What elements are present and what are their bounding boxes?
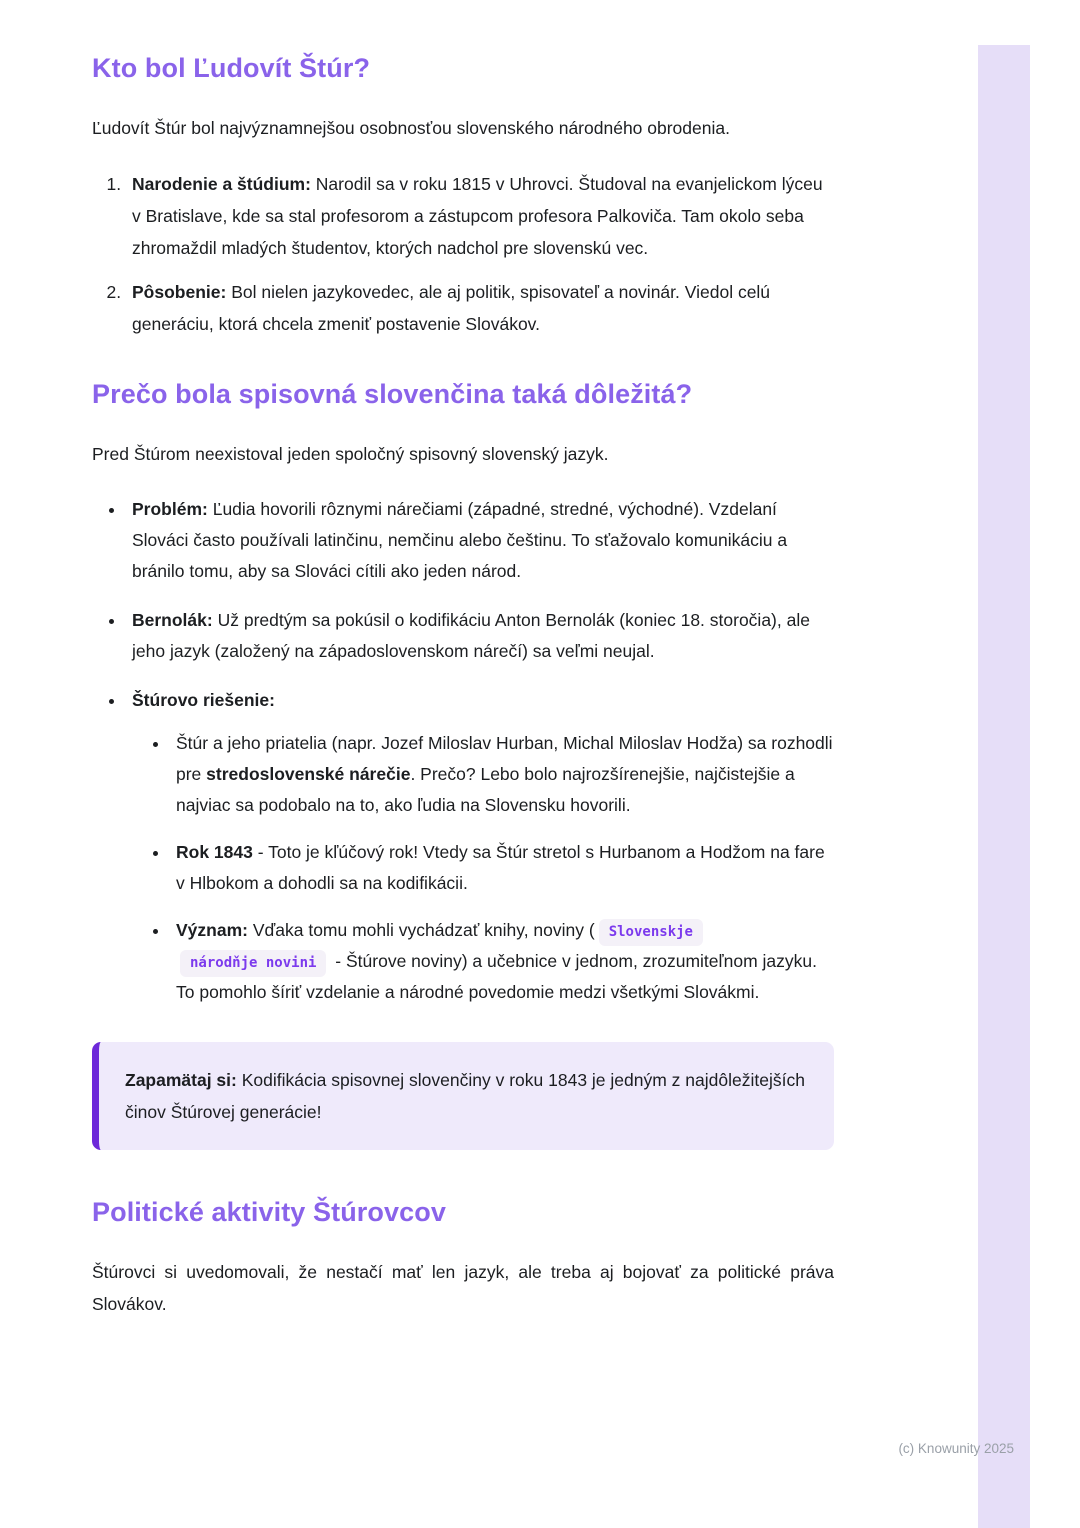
section2-intro-paragraph: Pred Štúrom neexistoval jeden spoločný spisovný slovenský jazyk.: [92, 444, 609, 464]
bullet-item-bernolak: [126, 605, 834, 667]
right-margin-strip: [978, 45, 1030, 1528]
sub-text: - Toto je kľúčový rok! Vtedy sa Štúr stretol s Hurbanom a Hodžom na fare v Hlbokom a dohodli sa na kodifikácii.: [176, 842, 825, 893]
numbered-list-item-narodenie: [126, 168, 834, 264]
section-heading-politicke-aktivity: Politické aktivity Štúrovcov: [92, 1197, 446, 1227]
bullet-list: [92, 494, 834, 1008]
bullet-label: Bernolák:: [132, 610, 213, 630]
item-text: Narodil sa v roku 1815 v Uhrovci. Študoval na evanjelickom lýceu v Bratislave, kde sa stal profesorom a zástupcom profesora Palkoviča. Tam okolo seba zhromaždil mladých študentov, ktorých nadchol pre slovenskú vec.: [132, 174, 823, 258]
section-heading-kto-bol-ludovit-stur: Kto bol Ľudovít Štúr?: [92, 53, 371, 83]
sub-label: Význam:: [176, 920, 248, 940]
inline-code-narodnje-novini: národňje novini: [180, 950, 326, 977]
bullet-label: Štúrovo riešenie:: [132, 690, 275, 710]
document-content: [92, 50, 834, 1344]
item-text: Bol nielen jazykovedec, ale aj politik, spisovateľ a novinár. Viedol celú generáciu, ktorá chcela zmeniť postavenie Slovákov.: [132, 282, 771, 334]
sub-text: - Štúrove noviny) a učebnice v jednom, zrozumiteľnom jazyku. To pomohlo šíriť vzdelanie a národné povedomie medzi všetkými Slovákmi.: [176, 951, 818, 1002]
section3-intro-paragraph: Štúrovci si uvedomovali, že nestačí mať len jazyk, ale treba aj bojovať za politické práva Slovákov.: [92, 1262, 834, 1314]
callout-label: Zapamätaj si:: [125, 1070, 237, 1090]
sub-text: Vďaka tomu mohli vychádzať knihy, noviny (: [247, 920, 595, 940]
bullet-text: Už predtým sa pokúsil o kodifikáciu Anton Bernolák (koniec 18. storočia), ale jeho jazyk (založený na západoslovenskom nárečí) sa veľmi neujal.: [132, 610, 810, 661]
sub-bullet-item-narecie: [170, 728, 834, 821]
inline-code-slovenskje: Slovenskje: [599, 919, 703, 946]
callout-text: Kodifikácia spisovnej slovenčiny v roku 1843 je jedným z najdôležitejších činov Štúrovej generácie!: [125, 1070, 805, 1122]
bullet-item-sturovo-riesenie: [126, 685, 834, 1008]
bullet-item-problem: [126, 494, 834, 587]
sub-bullet-item-rok-1843: [170, 837, 834, 899]
bullet-label: Problém:: [132, 499, 208, 519]
item-label: Pôsobenie:: [132, 282, 227, 302]
bullet-text: Ľudia hovorili rôznymi nárečiami (západné, stredné, východné). Vzdelaní Slováci často používali latinčinu, nemčinu alebo češtinu. To sťažovalo komunikáciu a bránilo tomu, aby sa Slováci cítili ako jeden národ.: [132, 499, 788, 581]
sub-label: Rok 1843: [176, 842, 253, 862]
sub-bullet-list: [134, 728, 834, 1008]
copyright-watermark: (c) Knowunity 2025: [898, 1441, 1014, 1456]
item-label: Narodenie a štúdium:: [132, 174, 311, 194]
numbered-list: [92, 168, 834, 340]
callout-zapamataj-si: [92, 1042, 834, 1150]
sub-text: Štúr a jeho priatelia (napr. Jozef Miloslav Hurban, Michal Miloslav Hodža) sa rozhodli pre: [176, 733, 833, 784]
sub-bold: stredoslovenské nárečie: [206, 764, 411, 784]
numbered-list-item-posobenie: [126, 276, 834, 340]
sub-text: . Prečo? Lebo bolo najrozšírenejšie, najčistejšie a najviac sa podobalo na to, ako ľudia na Slovensku hovorili.: [176, 764, 795, 815]
sub-bullet-item-vyznam: [170, 915, 834, 1008]
section-heading-preco-bola-spisovna: Prečo bola spisovná slovenčina taká dôležitá?: [92, 379, 693, 409]
intro-paragraph: Ľudovít Štúr bol najvýznamnejšou osobnosťou slovenského národného obrodenia.: [92, 118, 730, 138]
